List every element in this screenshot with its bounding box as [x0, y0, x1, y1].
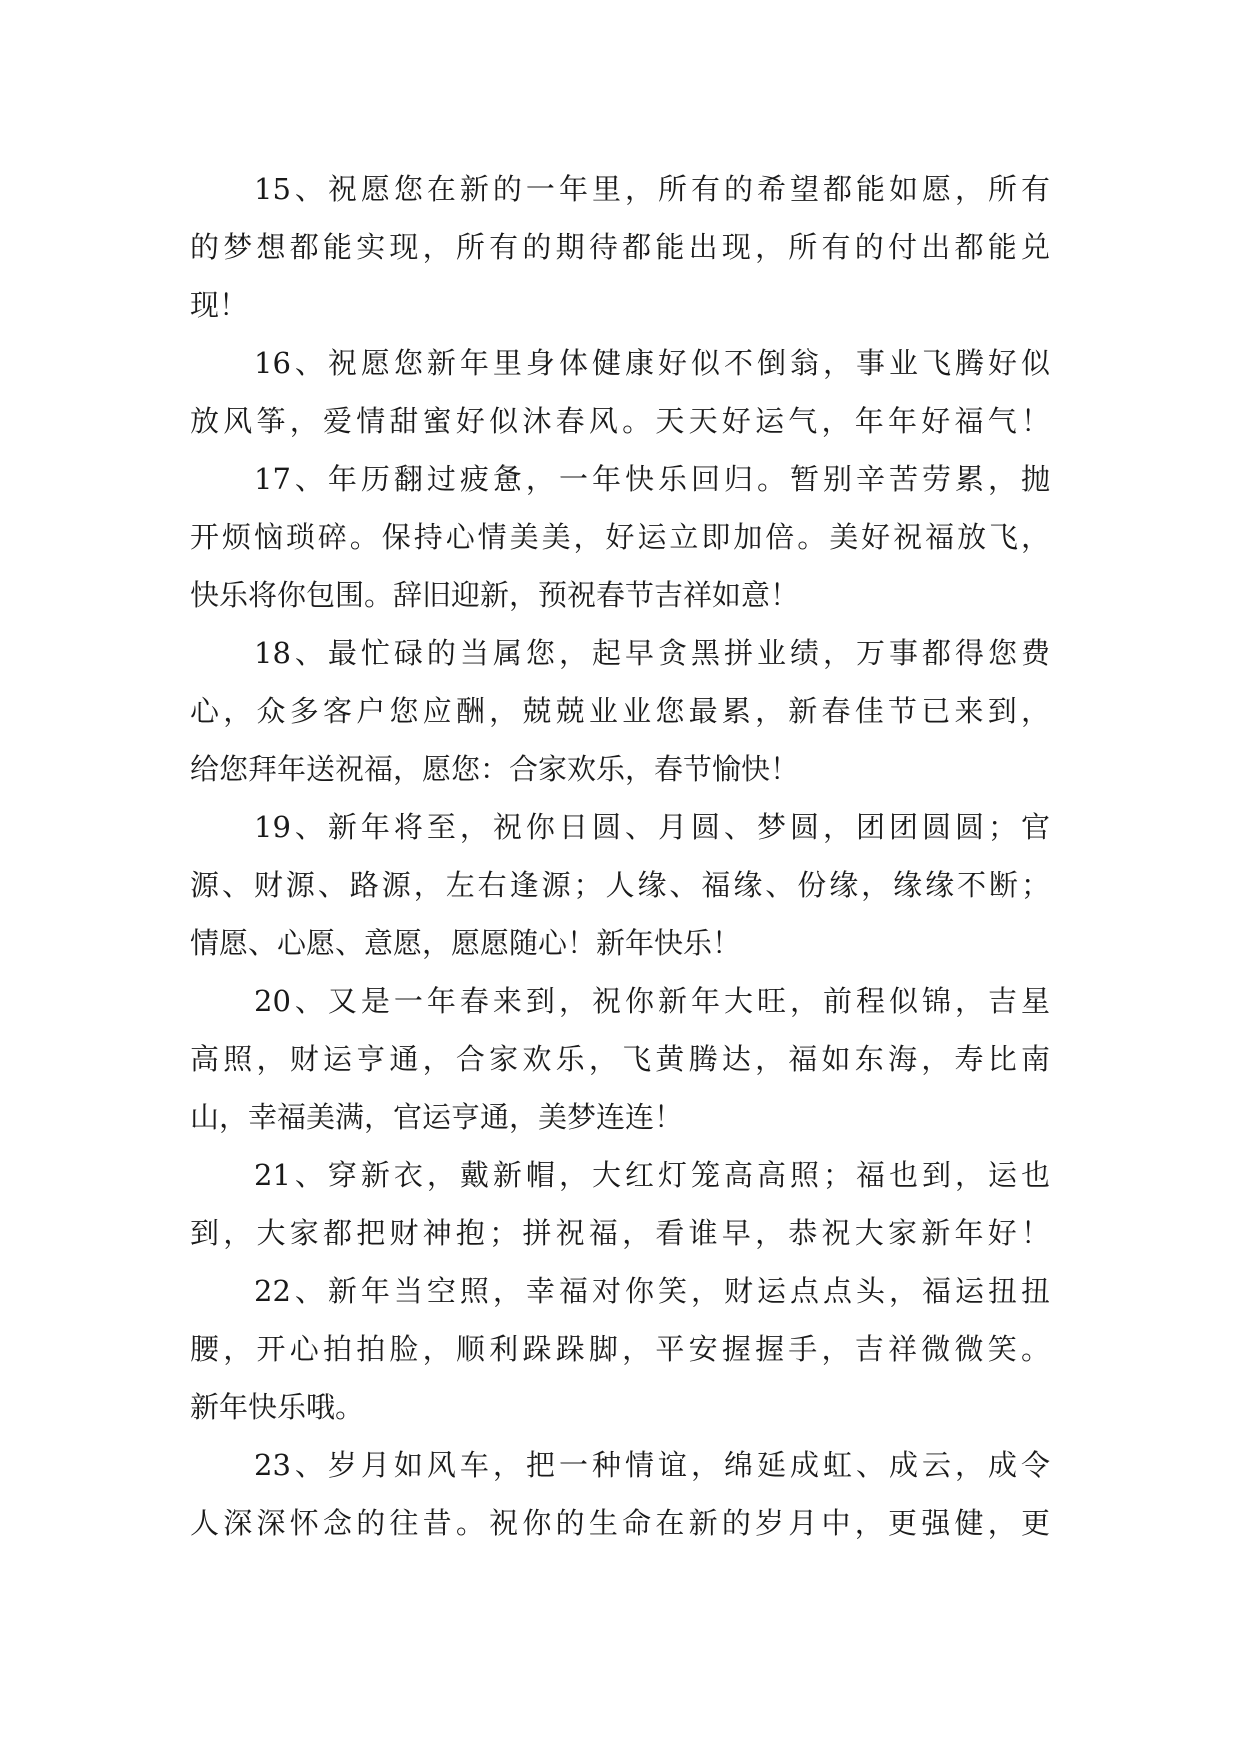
paragraph-21 [190, 1146, 1050, 1262]
paragraph-line: 腰，开心拍拍脸，顺利跺跺脚，平安握握手，吉祥微微笑。 [190, 1332, 1050, 1366]
paragraph-line: 给您拜年送祝福，愿您：合家欢乐，春节愉快！ [190, 752, 800, 786]
paragraph-line: 现！ [190, 288, 249, 322]
paragraph-line: 23、岁月如风车，把一种情谊，绵延成虹、成云，成令 [254, 1448, 1050, 1482]
paragraph-line: 山，幸福美满，官运亨通，美梦连连！ [190, 1100, 684, 1134]
paragraph-line: 21、穿新衣，戴新帽，大红灯笼高高照；福也到，运也 [254, 1158, 1050, 1192]
paragraph-line: 新年快乐哦。 [190, 1390, 365, 1424]
paragraph-15 [190, 160, 1050, 334]
paragraph-line: 17、年历翻过疲惫，一年快乐回归。暂别辛苦劳累，抛 [254, 462, 1050, 496]
paragraph-line: 15、祝愿您在新的一年里，所有的希望都能如愿，所有 [254, 172, 1050, 206]
document-body [190, 160, 1050, 1552]
paragraph-17 [190, 450, 1050, 624]
paragraph-line: 高照，财运亨通，合家欢乐，飞黄腾达，福如东海，寿比南 [190, 1042, 1050, 1076]
paragraph-line: 源、财源、路源，左右逢源；人缘、福缘、份缘，缘缘不断； [190, 868, 1050, 902]
paragraph-19 [190, 798, 1050, 972]
paragraph-line: 放风筝，爱情甜蜜好似沐春风。天天好运气，年年好福气！ [190, 404, 1050, 438]
paragraph-line: 22、新年当空照，幸福对你笑，财运点点头，福运扭扭 [254, 1274, 1050, 1308]
paragraph-line: 开烦恼琐碎。保持心情美美，好运立即加倍。美好祝福放飞， [190, 520, 1050, 554]
paragraph-line: 的梦想都能实现，所有的期待都能出现，所有的付出都能兑 [190, 230, 1050, 264]
paragraph-line: 心，众多客户您应酬，兢兢业业您最累，新春佳节已来到， [190, 694, 1050, 728]
paragraph-20 [190, 972, 1050, 1146]
paragraph-23 [190, 1436, 1050, 1552]
paragraph-line: 快乐将你包围。辞旧迎新，预祝春节吉祥如意！ [190, 578, 800, 612]
paragraph-line: 人深深怀念的往昔。祝你的生命在新的岁月中，更强健，更 [190, 1506, 1050, 1540]
paragraph-line: 情愿、心愿、意愿，愿愿随心！新年快乐！ [190, 926, 742, 960]
paragraph-line: 18、最忙碌的当属您，起早贪黑拼业绩，万事都得您费 [254, 636, 1050, 670]
paragraph-line: 19、新年将至，祝你日圆、月圆、梦圆，团团圆圆；官 [254, 810, 1050, 844]
paragraph-line: 20、又是一年春来到，祝你新年大旺，前程似锦，吉星 [254, 984, 1050, 1018]
paragraph-22 [190, 1262, 1050, 1436]
paragraph-16 [190, 334, 1050, 450]
paragraph-line: 到，大家都把财神抱；拼祝福，看谁早，恭祝大家新年好！ [190, 1216, 1050, 1250]
paragraph-line: 16、祝愿您新年里身体健康好似不倒翁，事业飞腾好似 [254, 346, 1050, 380]
paragraph-18 [190, 624, 1050, 798]
